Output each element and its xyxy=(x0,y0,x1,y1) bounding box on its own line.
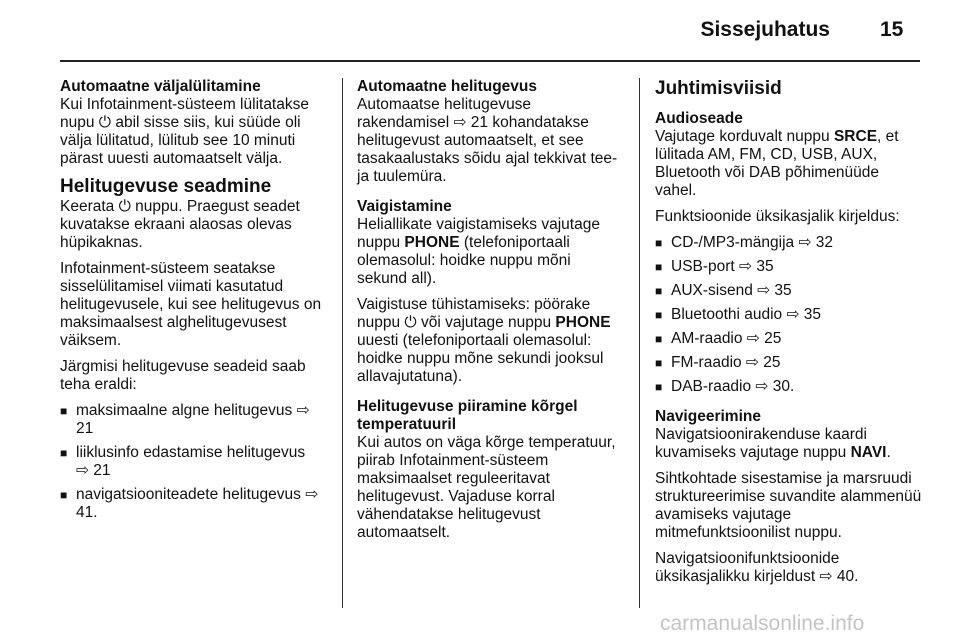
volume-text-3: Järgmisi helitugevuse seadeid saab teha eraldi: xyxy=(60,358,306,393)
navigation-text-2: Sihtkohtade sisestamise ja marsruudi struktureerimise suvandite alammenüü avamiseks vajutage mitmefunktsioonilist nuppu. xyxy=(655,470,922,541)
auto-volume-heading: Automaatne helitugevus xyxy=(357,78,537,95)
column-3 xyxy=(655,78,923,594)
navi-key: NAVI xyxy=(850,444,887,461)
list-item: ■ navigatsiooniteadete helitugevus ⇨ 41. xyxy=(60,486,319,521)
column-1 xyxy=(60,78,322,530)
list-item: ■ AM-raadio ⇨ 25 xyxy=(655,330,782,347)
audio-text-2: Funktsioonide üksikasjalik kirjeldus: xyxy=(655,208,900,225)
phone-key: PHONE xyxy=(555,314,611,331)
srce-key: SRCE xyxy=(833,128,878,145)
navigation-text-3: Navigatsioonifunktsioonide üksikasjalikku kirjeldust ⇨ 40. xyxy=(655,550,859,585)
list-item: ■ FM-raadio ⇨ 25 xyxy=(655,354,781,371)
bullet-icon: ■ xyxy=(655,284,663,298)
volume-text-2: Infotainment-süsteem seatakse sisselülitamisel viimati kasutatud helitugevusele, kui see helitugevus on maksimaalsest alghelitugevusest väiksem. xyxy=(60,260,322,349)
navigation-heading: Navigeerimine xyxy=(655,408,761,425)
volume-bullet-list xyxy=(60,402,322,522)
list-item: ■ AUX-sisend ⇨ 35 xyxy=(655,282,792,299)
page-title: Sissejuhatus xyxy=(700,18,830,41)
bullet-icon: ■ xyxy=(655,236,663,250)
bullet-icon: ■ xyxy=(655,260,663,274)
bullet-icon: ■ xyxy=(655,356,663,370)
mute-text-1: Heliallikate vaigistamiseks vajutage nuppu PHONE (telefoniportaali olemasolul: hoidke nuppu mõni sekund all). xyxy=(357,216,600,287)
list-item: ■ USB-port ⇨ 35 xyxy=(655,258,774,275)
header-divider xyxy=(60,60,920,62)
controls-heading: Juhtimisviisid xyxy=(655,78,782,99)
navigation-text-1: Navigatsioonirakenduse kaardi kuvamiseks vajutage nuppu NAVI. xyxy=(655,426,891,461)
bullet-icon: ■ xyxy=(60,446,68,460)
auto-off-text: Kui Infotainment-süsteem lülitatakse nupu ⏻ abil sisse siis, kui süüde oli välja lülitatud, lülitub see 10 minuti pärast uuesti automaatselt välja. xyxy=(60,96,309,167)
bullet-icon: ■ xyxy=(60,488,68,502)
list-item: ■ DAB-raadio ⇨ 30. xyxy=(655,378,795,395)
bullet-icon: ■ xyxy=(60,404,68,418)
temperature-limit-text: Kui autos on väga kõrge temperatuur, piirab Infotainment-süsteem maksimaalset reguleeritavat helitugevust. Vajaduse korral vähendatakse helitugevust automaatselt. xyxy=(357,434,616,541)
list-item: ■ Bluetoothi audio ⇨ 35 xyxy=(655,306,822,323)
audio-text-1: Vajutage korduvalt nuppu SRCE, et lülitada AM, FM, CD, USB, AUX, Bluetooth või DAB põhimenüüde vahel. xyxy=(655,128,899,199)
watermark: carmanualsonline.info xyxy=(660,612,865,635)
temperature-limit-heading: Helitugevuse piiramine kõrgel temperatuuril xyxy=(357,398,578,433)
page-number: 15 xyxy=(880,18,904,41)
bullet-icon: ■ xyxy=(655,332,663,346)
list-item: ■ liiklusinfo edastamise helitugevus ⇨ 21 xyxy=(60,444,306,479)
audio-bullet-list xyxy=(655,234,923,396)
column-divider-2 xyxy=(639,78,640,608)
phone-key: PHONE xyxy=(404,234,460,251)
column-divider-1 xyxy=(342,78,343,608)
auto-off-heading: Automaatne väljalülitamine xyxy=(60,78,261,95)
list-item: ■ CD-/MP3-mängija ⇨ 32 xyxy=(655,234,834,251)
audio-heading: Audioseade xyxy=(655,110,743,127)
mute-heading: Vaigistamine xyxy=(357,198,452,215)
volume-heading: Helitugevuse seadmine xyxy=(60,176,272,197)
bullet-icon: ■ xyxy=(655,308,663,322)
volume-text-1: Keerata ⏻ nuppu. Praegust seadet kuvatakse ekraani alaosas olevas hüpikaknas. xyxy=(60,198,300,251)
list-item: ■ maksimaalne algne helitugevus ⇨ 21 xyxy=(60,402,310,437)
auto-volume-text: Automaatse helitugevuse rakendamisel ⇨ 21 kohandatakse helitugevust automaatselt, et see tasakaalustaks sõidu ajal tekkivat tee- ja tuulemüra. xyxy=(357,96,618,185)
column-2 xyxy=(357,78,623,550)
mute-text-2: Vaigistuse tühistamiseks: pöörake nuppu ⏻ või vajutage nuppu PHONE uuesti (telefoniportaali olemasolul: hoidke nuppu mõne sekundi jooksul allavajutatuna). xyxy=(357,296,611,385)
bullet-icon: ■ xyxy=(655,380,663,394)
